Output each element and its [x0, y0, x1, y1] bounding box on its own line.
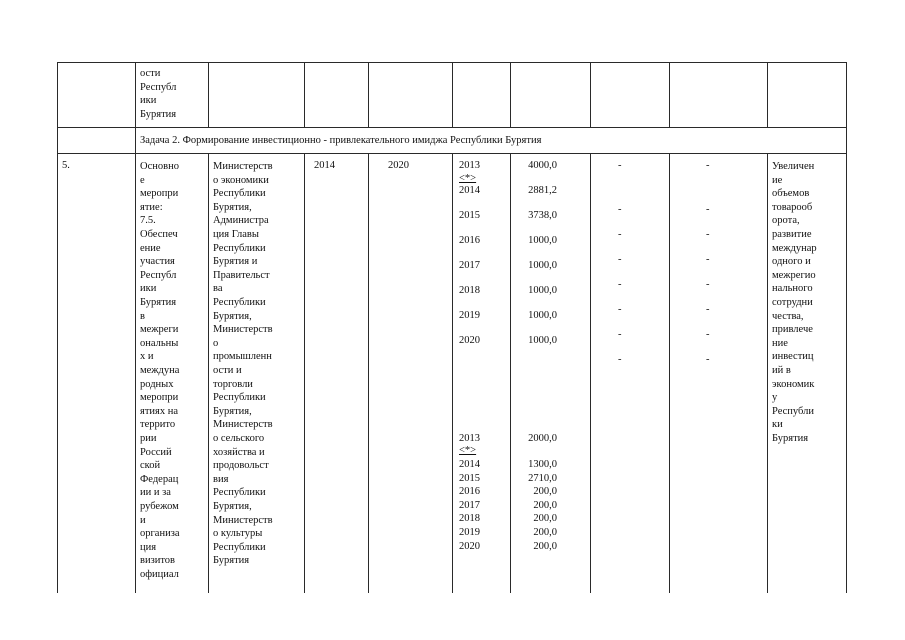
executor-text-line: Бурятия, — [213, 310, 252, 322]
event-text-line: ятие: — [140, 201, 163, 213]
event-text-line: ости — [140, 68, 161, 79]
event-text-line: Республ — [140, 269, 177, 281]
dash-mark: - — [706, 160, 710, 171]
dash-mark: - — [706, 254, 710, 265]
dash-mark: - — [706, 279, 710, 290]
executor-text-line: Республики — [213, 392, 266, 404]
result-text-line: одного и — [772, 256, 811, 268]
dash-mark: - — [706, 229, 710, 240]
executor-text-line: Министерств — [213, 514, 273, 526]
result-text-line: орота, — [772, 215, 800, 227]
column-divider — [304, 153, 305, 593]
year-label: 2014 — [459, 459, 480, 470]
result-text-line: Республи — [772, 405, 814, 417]
result-text-line: сотрудни — [772, 297, 813, 308]
event-text-line: ики — [140, 95, 157, 107]
result-text-line: нального — [772, 283, 813, 295]
executor-text-line: о сельского — [213, 433, 265, 444]
executor-text-line: ости и — [213, 365, 242, 376]
end-year: 2020 — [388, 160, 409, 171]
event-text-line: е — [140, 174, 145, 186]
event-text-line: ской — [140, 460, 161, 472]
column-divider — [669, 62, 670, 127]
funding-value: 1000,0 — [528, 235, 557, 246]
year-label: 2016 — [459, 235, 480, 246]
event-text-line: Основно — [140, 161, 179, 172]
footnote-marker: <*> — [459, 445, 477, 456]
column-divider — [208, 62, 209, 127]
result-text-line: у — [772, 392, 778, 404]
column-divider — [669, 153, 670, 593]
event-text-line: визитов — [140, 555, 176, 567]
task-heading: Задача 2. Формирование инвестиционно - привлекательного имиджа Республики Бурятия — [140, 135, 542, 146]
executor-text-line: о — [213, 337, 219, 349]
result-text-line: Увеличен — [772, 161, 815, 172]
executor-text-line: промышленн — [213, 351, 272, 363]
funding-value: 1000,0 — [528, 285, 557, 296]
column-divider — [208, 153, 209, 593]
event-text-line: террито — [140, 419, 176, 431]
column-divider — [368, 62, 369, 127]
event-text-line: Бурятия — [140, 108, 177, 120]
funding-value: 1000,0 — [528, 335, 557, 346]
event-text-line: участия — [140, 256, 175, 268]
column-divider — [767, 153, 768, 593]
result-text-line: объемов — [772, 188, 810, 200]
year-label: 2014 — [459, 185, 480, 196]
event-text-line: организа — [140, 528, 180, 540]
dash-mark: - — [706, 204, 710, 215]
year-label: 2015 — [459, 210, 480, 221]
executor-text-line: Республики — [213, 188, 266, 200]
dash-mark: - — [618, 229, 622, 240]
year-label: 2020 — [459, 335, 480, 346]
column-divider — [590, 62, 591, 127]
event-text-line: Россий — [140, 446, 172, 458]
funding-value: 200,0 — [533, 527, 557, 538]
dash-mark: - — [618, 160, 622, 171]
executor-text-line: Бурятия, — [213, 501, 252, 512]
result-text-line: ние — [772, 337, 788, 349]
executor-text-line: о экономики — [213, 174, 269, 186]
year-label: 2017 — [459, 499, 480, 511]
event-text-line: межреги — [140, 324, 179, 336]
funding-value: 2881,2 — [528, 185, 557, 196]
event-text-line: меропри — [140, 392, 179, 404]
result-text-line: Бурятия — [772, 433, 809, 444]
year-label: 2013 — [459, 160, 480, 171]
dash-mark: - — [706, 329, 710, 340]
event-text-line: ональны — [140, 337, 179, 349]
year-label: 2019 — [459, 527, 480, 538]
funding-value: 1300,0 — [528, 459, 557, 470]
executor-text-line: ва — [213, 283, 223, 295]
year-label: 2015 — [459, 472, 480, 484]
event-text-line: Республ — [140, 81, 177, 93]
result-text-line: чества, — [772, 310, 804, 322]
executor-text-line: Бурятия и — [213, 256, 258, 268]
result-text-line: межрегио — [772, 269, 816, 281]
executor-text-line: вия — [213, 473, 229, 485]
executor-text-line: Республики — [213, 487, 266, 499]
funding-value: 3738,0 — [528, 210, 557, 221]
event-text-line: родных — [140, 378, 174, 390]
result-text-line: товарооб — [772, 201, 813, 213]
funding-value: 4000,0 — [528, 160, 557, 171]
column-divider — [368, 153, 369, 593]
dash-mark: - — [706, 304, 710, 315]
dash-mark: - — [706, 354, 710, 365]
column-divider — [57, 62, 58, 593]
result-text-line: междунар — [772, 242, 817, 254]
executor-text-line: Администра — [213, 215, 269, 227]
year-label: 2017 — [459, 260, 480, 271]
start-year: 2014 — [314, 160, 335, 171]
executor-text-line: Бурятия, — [213, 201, 252, 213]
event-text-line: и — [140, 514, 146, 526]
year-label: 2020 — [459, 540, 480, 552]
result-text-line: ий в — [772, 365, 791, 376]
result-text-line: ки — [772, 419, 783, 431]
column-divider — [452, 153, 453, 593]
dash-mark: - — [618, 329, 622, 340]
executor-text-line: ция Главы — [213, 229, 259, 240]
event-text-line: 7.5. — [140, 215, 156, 227]
dash-mark: - — [618, 354, 622, 365]
event-text-line: ики — [140, 283, 157, 295]
year-label: 2016 — [459, 486, 480, 498]
funding-value: 1000,0 — [528, 260, 557, 271]
funding-value: 200,0 — [533, 540, 557, 552]
dash-mark: - — [618, 279, 622, 290]
event-text-line: х и — [140, 351, 154, 363]
event-text-line: меропри — [140, 188, 179, 200]
executor-text-line: Министерств — [213, 161, 273, 172]
executor-text-line: торговли — [213, 378, 253, 390]
event-text-line: междуна — [140, 365, 180, 376]
event-text-line: ение — [140, 242, 161, 254]
column-divider — [846, 62, 847, 593]
funding-value: 200,0 — [533, 486, 557, 498]
year-label: 2018 — [459, 285, 480, 296]
event-text-line: официал — [140, 569, 179, 580]
result-text-line: привлече — [772, 324, 813, 336]
dash-mark: - — [618, 204, 622, 215]
column-divider — [135, 62, 136, 127]
executor-text-line: Правительст — [213, 269, 270, 281]
executor-text-line: Республики — [213, 541, 266, 553]
executor-text-line: Республики — [213, 242, 266, 254]
executor-text-line: хозяйства и — [213, 446, 265, 458]
result-text-line: инвестиц — [772, 351, 814, 363]
year-label: 2013 — [459, 433, 480, 444]
dash-mark: - — [618, 254, 622, 265]
funding-value: 2710,0 — [528, 472, 557, 484]
executor-text-line: Министерств — [213, 324, 273, 336]
year-label: 2019 — [459, 310, 480, 321]
event-text-line: ция — [140, 541, 157, 553]
year-label: 2018 — [459, 513, 480, 525]
event-text-line: рии — [140, 433, 157, 444]
funding-value: 200,0 — [533, 513, 557, 525]
event-text-line: Бурятия — [140, 297, 177, 308]
column-divider — [767, 62, 768, 127]
column-divider — [452, 62, 453, 127]
result-text-line: экономик — [772, 378, 815, 390]
column-divider — [135, 153, 136, 593]
executor-text-line: Министерств — [213, 419, 273, 431]
result-text-line: ие — [772, 174, 783, 186]
executor-text-line: Бурятия — [213, 555, 250, 567]
funding-value: 200,0 — [533, 499, 557, 511]
funding-value: 2000,0 — [528, 433, 557, 444]
row-number: 5. — [62, 160, 70, 171]
event-text-line: Федерац — [140, 473, 179, 485]
column-divider — [304, 62, 305, 127]
event-text-line: ятиях на — [140, 405, 179, 417]
column-divider — [135, 127, 136, 153]
event-text-line: рубежом — [140, 501, 179, 512]
event-text-line: Обеспеч — [140, 229, 178, 240]
dash-mark: - — [618, 304, 622, 315]
column-divider — [590, 153, 591, 593]
executor-text-line: продовольст — [213, 460, 269, 472]
executor-text-line: о культуры — [213, 528, 263, 540]
result-text-line: развитие — [772, 229, 812, 240]
row-divider — [57, 127, 847, 128]
event-text-line: ии и за — [140, 487, 171, 499]
executor-text-line: Бурятия, — [213, 405, 252, 417]
funding-value: 1000,0 — [528, 310, 557, 321]
event-text-line: в — [140, 310, 145, 322]
footnote-marker: <*> — [459, 173, 477, 184]
column-divider — [510, 62, 511, 127]
executor-text-line: Республики — [213, 297, 266, 308]
